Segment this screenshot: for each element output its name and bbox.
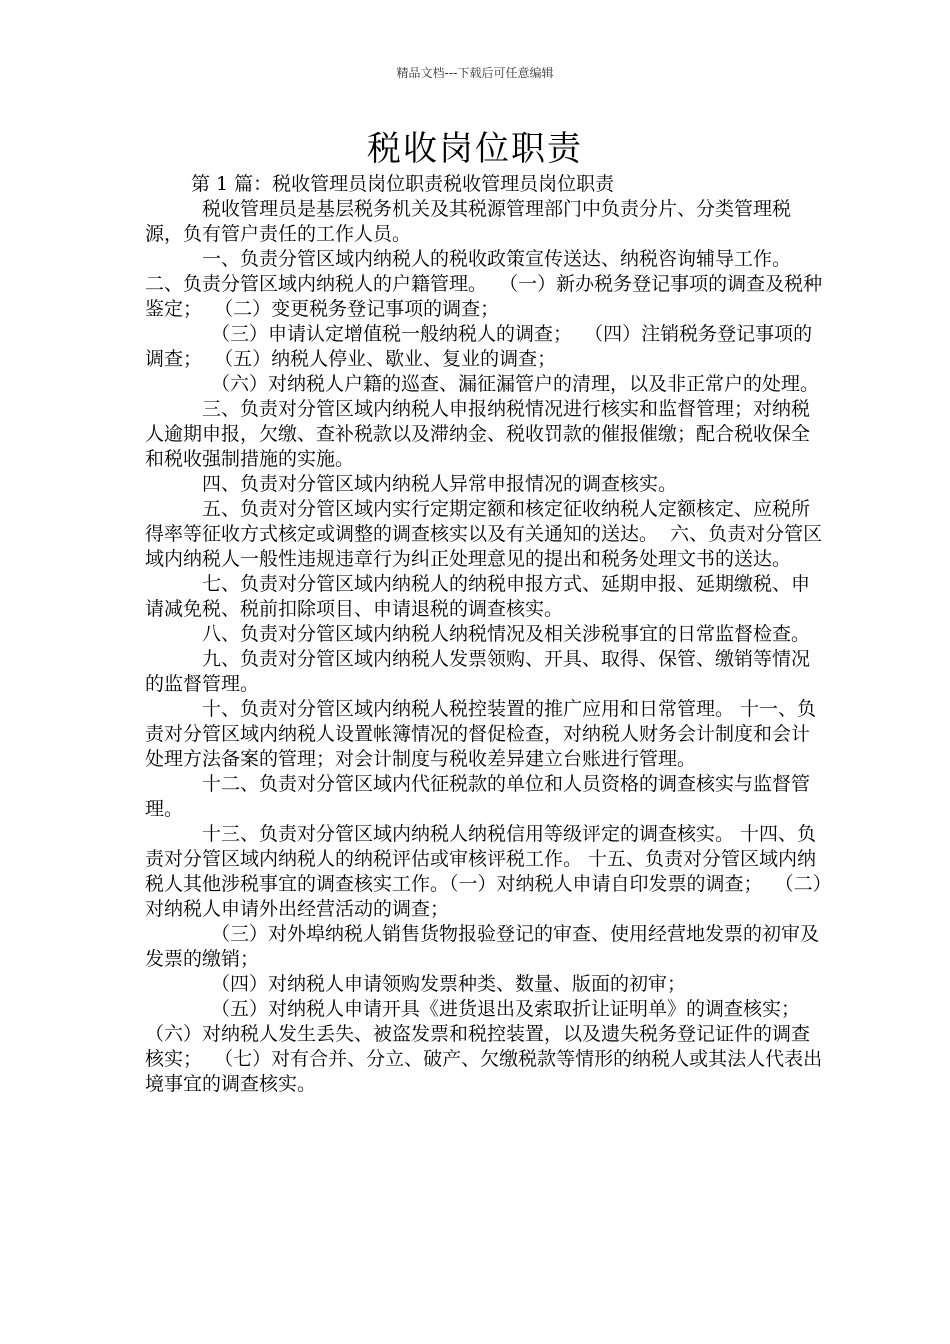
paragraph-duty-12: 十二、负责对分管区域内代征税款的单位和人员资格的调查核实与监督管理。: [145, 773, 811, 820]
document-title: 税收岗位职责: [367, 129, 583, 169]
paragraph-duty-8: 八、负责对分管区域内纳税人纳税情况及相关涉税事宜的日常监督检查。: [202, 623, 811, 645]
paragraph-chapter-heading: 第 1 篇：税收管理员岗位职责税收管理员岗位职责: [191, 173, 615, 195]
paragraph-sub-3-5: （三）申请认定增值税一般纳税人的调查； （四）注销税务登记事项的调查； （五）纳税人停业、歇业、复业的调查；: [145, 323, 813, 370]
document-body: [145, 172, 825, 1097]
paragraph-duty-9: 九、负责对分管区域内纳税人发票领购、开具、取得、保管、缴销等情况的监督管理。: [145, 648, 811, 695]
paragraph-sub-5-7: （五）对纳税人申请开具《进货退出及索取折让证明单》的调查核实； （六）对纳税人发生丢失、被盗发票和税控装置，以及遗失税务登记证件的调查核实； （七）对有合并、分立、破产、欠缴税款等情形的纳税人或其法人代表出境事宜的调查核实。: [145, 998, 823, 1095]
paragraph-duty-3: 三、负责对分管区域内纳税人申报纳税情况进行核实和监督管理；对纳税人逾期申报，欠缴、查补税款以及滞纳金、税收罚款的催报催缴；配合税收保全和税收强制措施的实施。: [145, 398, 811, 470]
paragraph-duty-4: 四、负责对分管区域内纳税人异常申报情况的调查核实。: [202, 473, 678, 495]
paragraph-intro: 税收管理员是基层税务机关及其税源管理部门中负责分片、分类管理税源，负有管户责任的工作人员。: [145, 198, 792, 245]
paragraph-duty-7: 七、负责对分管区域内纳税人的纳税申报方式、延期申报、延期缴税、申请减免税、税前扣除项目、申请退税的调查核实。: [145, 573, 811, 620]
paragraph-sub-6: （六）对纳税人户籍的巡查、漏征漏管户的清理，以及非正常户的处理。: [211, 373, 820, 395]
paragraph-duty-5-6: 五、负责对分管区域内实行定期定额和核定征收纳税人定额核定、应税所得率等征收方式核定或调整的调查核实以及有关通知的送达。 六、负责对分管区域内纳税人一般性违规违章行为纠正处理意见的提出和税务处理文书的送达。: [145, 498, 823, 570]
paragraph-duty-10-11: 十、负责对分管区域内纳税人税控装置的推广应用和日常管理。 十一、负责对分管区域内纳税人设置帐簿情况的督促检查，对纳税人财务会计制度和会计处理方法备案的管理；对会计制度与税收差异建立台账进行管理。: [145, 698, 817, 770]
paragraph-sub-4-invoice: （四）对纳税人申请领购发票种类、数量、版面的初审；: [211, 973, 687, 995]
paragraph-sub-3-import: （三）对外埠纳税人销售货物报验登记的审查、使用经营地发票的初审及发票的缴销；: [145, 923, 820, 970]
page-header: 精品文档---下载后可任意编辑: [396, 66, 554, 80]
paragraph-duty-1-2: 一、负责分管区域内纳税人的税收政策宣传送达、纳税咨询辅导工作。 二、负责分管区域内纳税人的户籍管理。 （一）新办税务登记事项的调查及税种鉴定； （二）变更税务登记事项的调查；: [145, 248, 823, 320]
paragraph-duty-13-15: 十三、负责对分管区域内纳税人纳税信用等级评定的调查核实。 十四、负责对分管区域内纳税人的纳税评估或审核评税工作。 十五、负责对分管区域内纳税人其他涉税事宜的调查核实工作。（一）对纳税人申请自印发票的调查； （二）对纳税人申请外出经营活动的调查；: [145, 823, 823, 920]
